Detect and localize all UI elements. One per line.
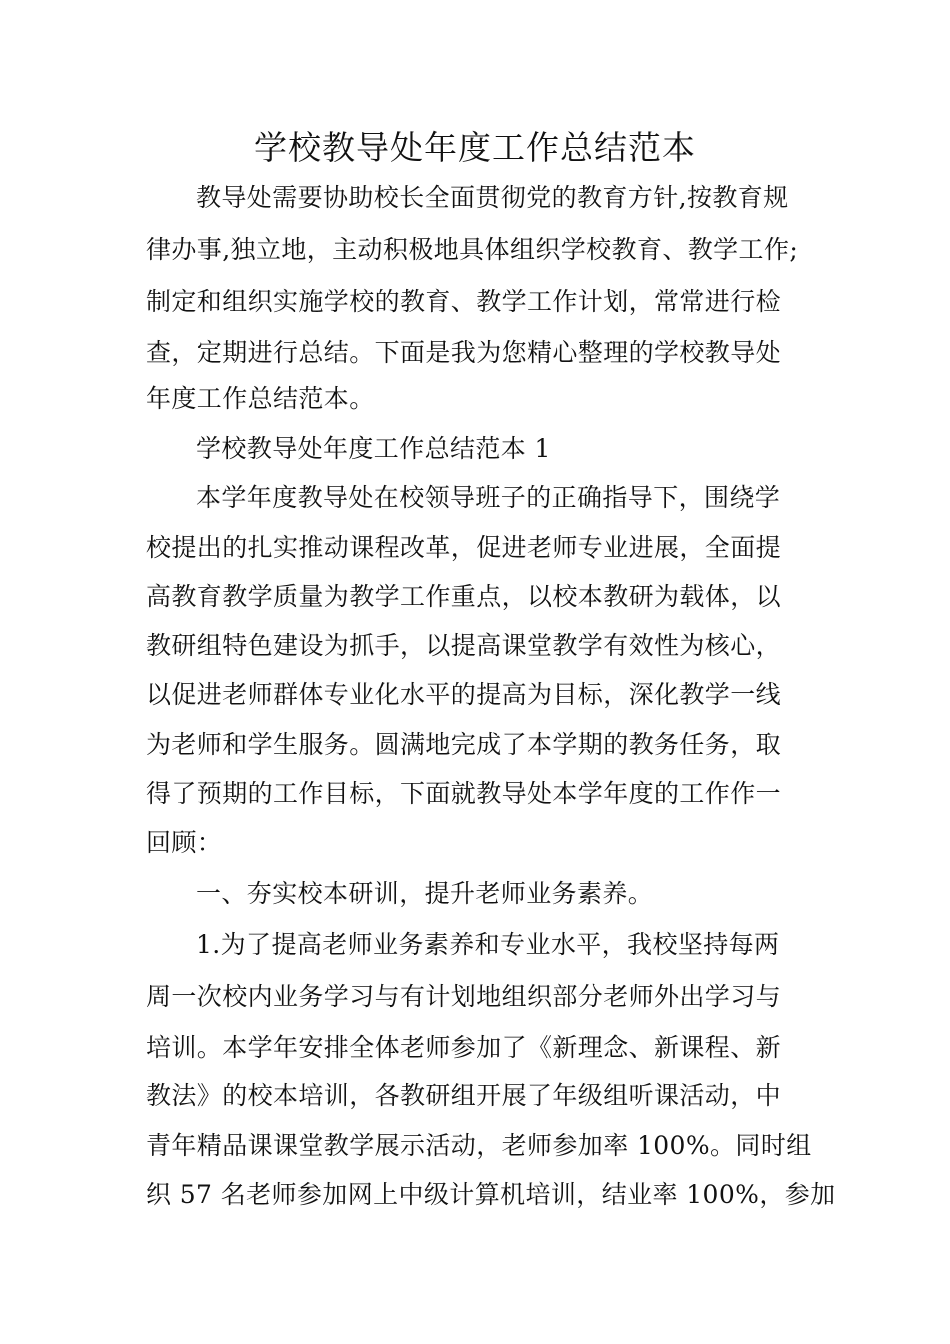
text-line-8: 校提出的扎实推动课程改革，促进老师专业进展，全面提 bbox=[146, 533, 782, 562]
text-line-7: 本学年度教导处在校领导班子的正确指导下，围绕学 bbox=[196, 483, 781, 512]
text-line-19: 教法》的校本培训，各教研组开展了年级组听课活动，中 bbox=[146, 1081, 782, 1110]
sub-heading-1: 一、夯实校本研训，提升老师业务素养。 bbox=[196, 879, 654, 908]
text-line-14: 回顾： bbox=[146, 828, 223, 857]
text-line-3: 制定和组织实施学校的教育、教学工作计划，常常进行检 bbox=[146, 287, 782, 316]
text-line-13: 得了预期的工作目标，下面就教导处本学年度的工作作一 bbox=[146, 779, 782, 808]
text-line-1: 教导处需要协助校长全面贯彻党的教育方针,按教育规 bbox=[196, 183, 789, 212]
text-line-17: 周一次校内业务学习与有计划地组织部分老师外出学习与 bbox=[146, 982, 782, 1011]
text-line-21: 织 57 名老师参加网上中级计算机培训，结业率 100%，参加 bbox=[146, 1180, 836, 1209]
text-line-20: 青年精品课课堂教学展示活动，老师参加率 100%。同时组 bbox=[146, 1131, 812, 1160]
text-line-10: 教研组特色建设为抓手，以提高课堂教学有效性为核心， bbox=[146, 631, 782, 660]
text-line-18: 培训。本学年安排全体老师参加了《新理念、新课程、新 bbox=[146, 1033, 782, 1062]
document-title: 学校教导处年度工作总结范本 bbox=[254, 128, 696, 167]
text-line-5: 年度工作总结范本。 bbox=[146, 384, 375, 413]
text-line-2: 律办事,独立地，主动积极地具体组织学校教育、教学工作; bbox=[146, 235, 799, 264]
text-line-4: 查，定期进行总结。下面是我为您精心整理的学校教导处 bbox=[146, 338, 782, 367]
section-heading-1: 学校教导处年度工作总结范本 1 bbox=[196, 434, 551, 463]
text-line-11: 以促进老师群体专业化水平的提高为目标，深化教学一线 bbox=[146, 680, 782, 709]
text-line-16: 1.为了提高老师业务素养和专业水平，我校坚持每两 bbox=[196, 930, 780, 959]
text-line-9: 高教育教学质量为教学工作重点，以校本教研为载体，以 bbox=[146, 582, 782, 611]
text-line-12: 为老师和学生服务。圆满地完成了本学期的教务任务，取 bbox=[146, 730, 782, 759]
